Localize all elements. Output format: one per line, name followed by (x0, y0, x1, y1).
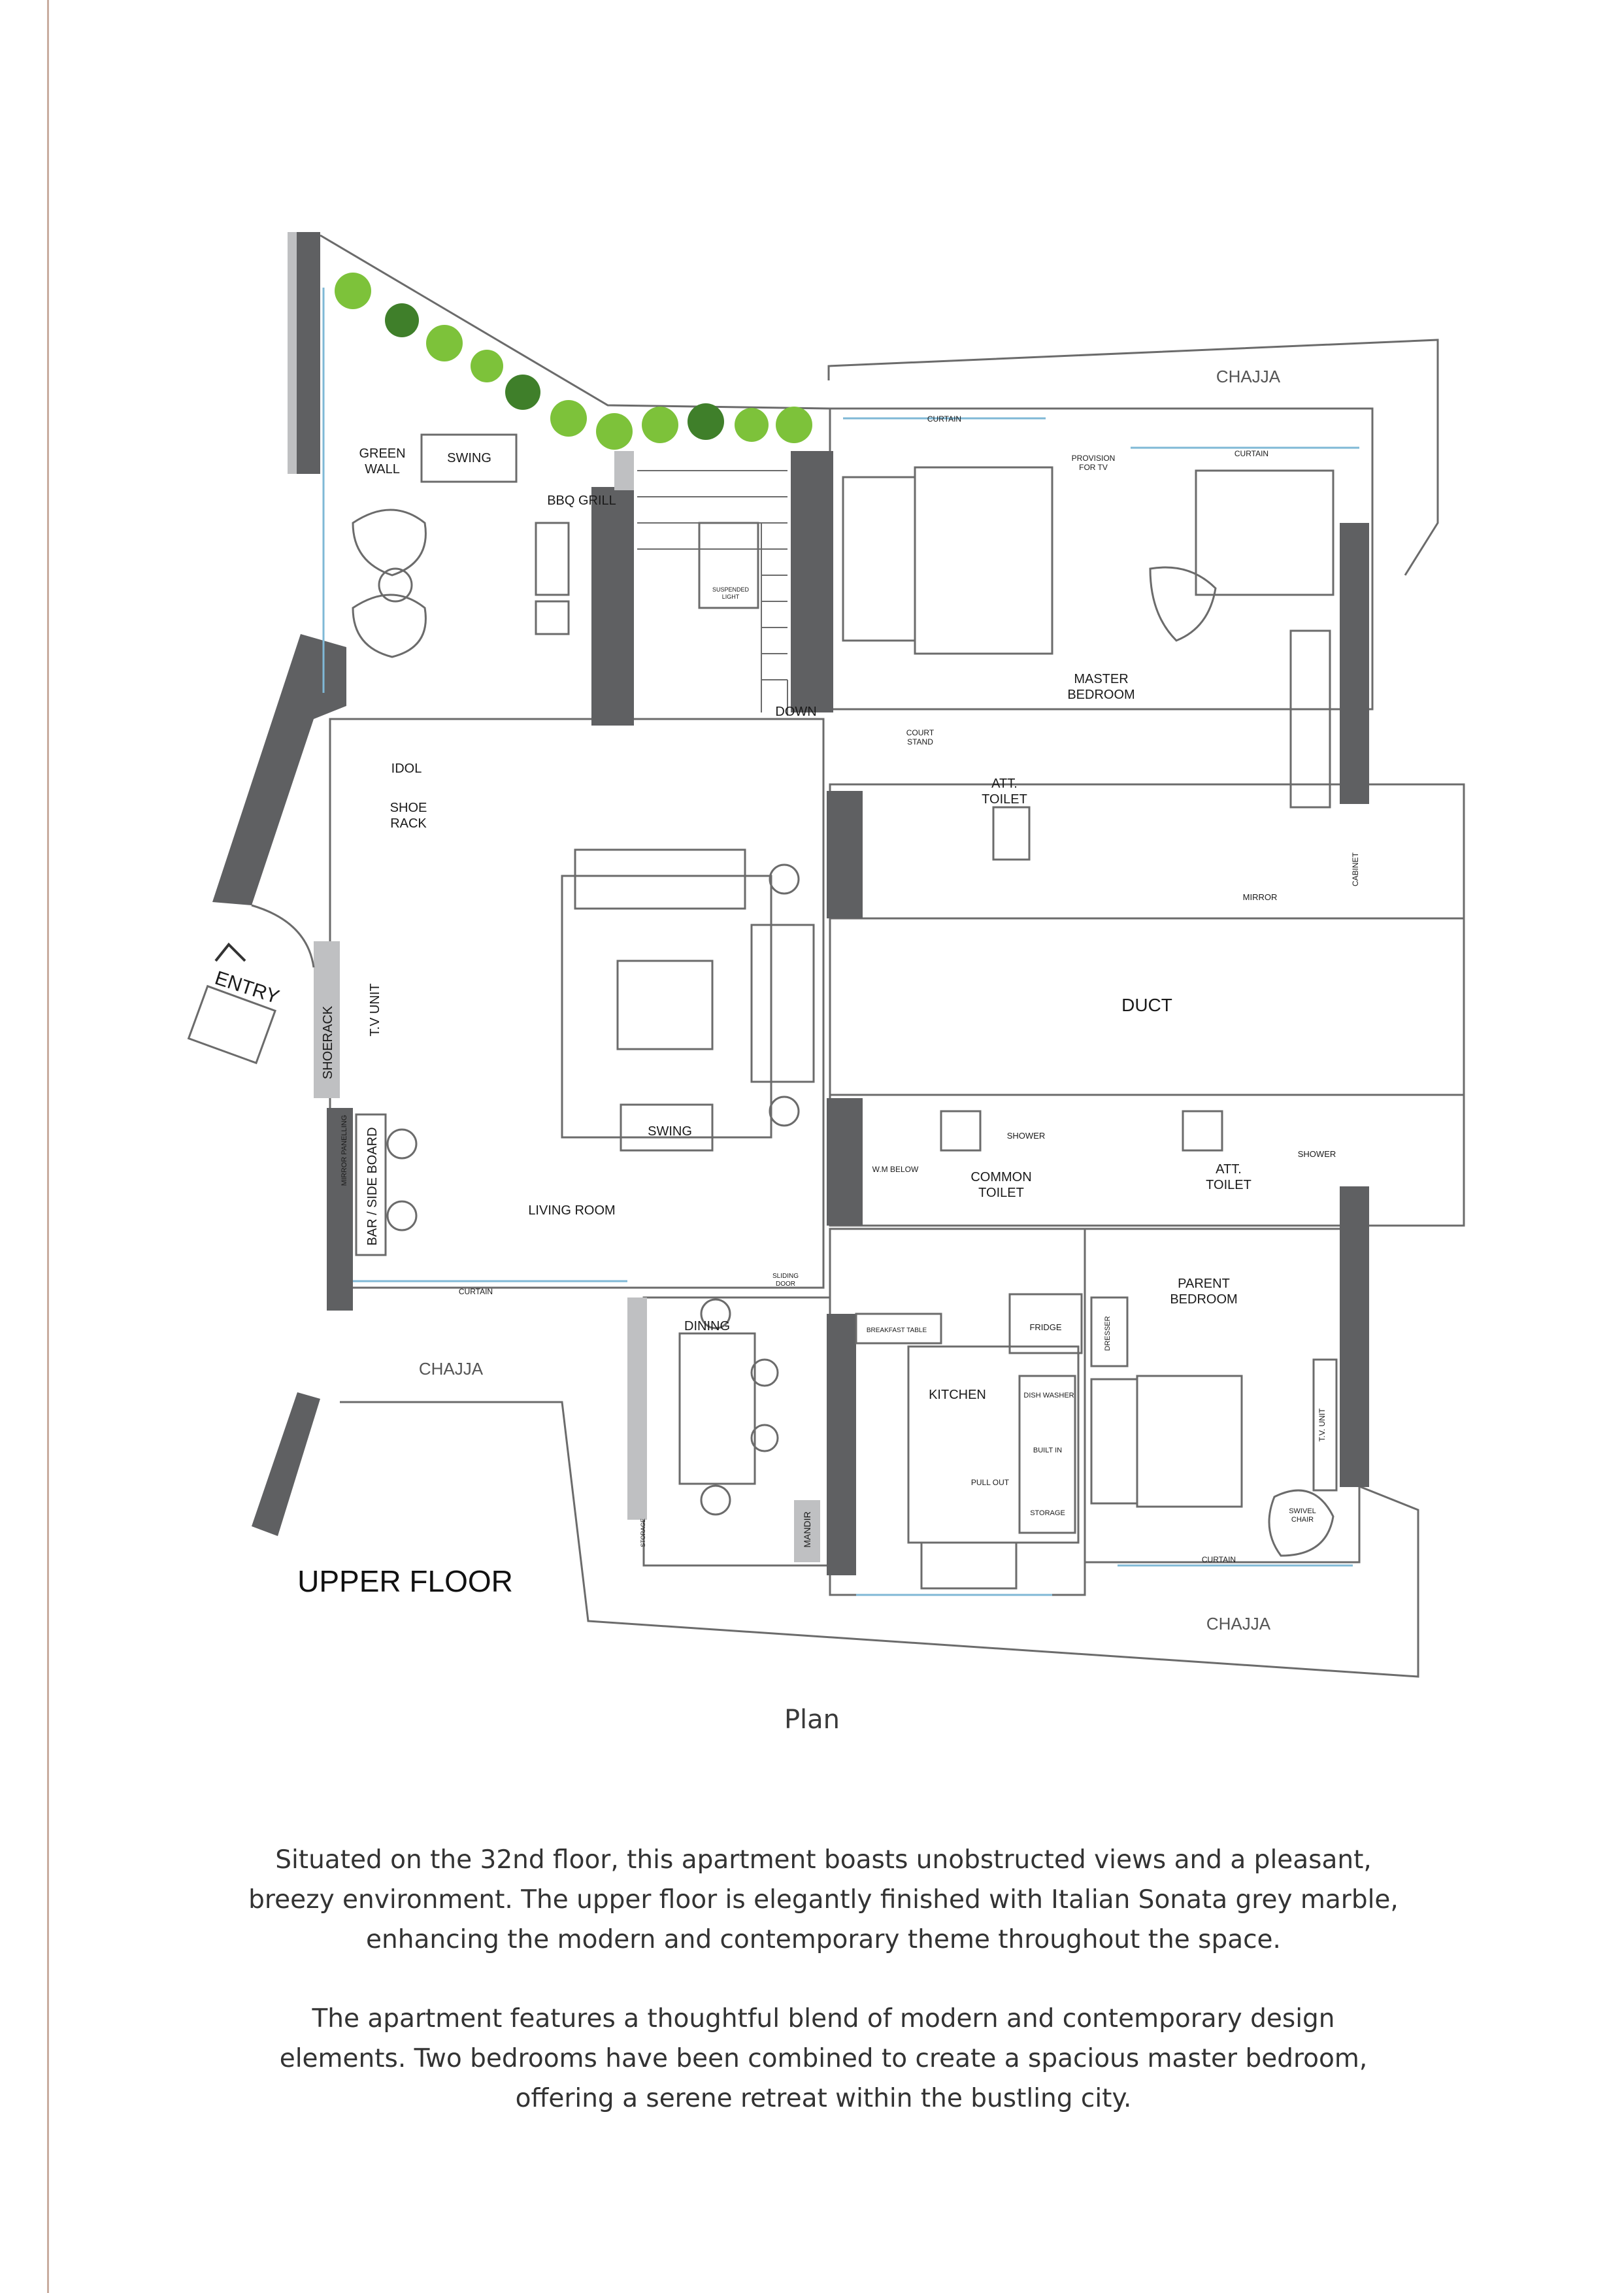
label-tv-unit-vertical: T.V UNIT (368, 983, 382, 1037)
plan-caption: Plan (784, 1705, 840, 1735)
label-shoe-rack: SHOE RACK (389, 801, 427, 831)
entry-door-swing (252, 905, 314, 967)
label-common-toilet: COMMON TOILET (970, 1170, 1032, 1200)
label-storage-dining: STORAGE (640, 1518, 646, 1547)
living-sofa-back (575, 850, 745, 909)
master-sofa-chair (1196, 471, 1333, 595)
toilet-1-fixture (993, 807, 1029, 860)
label-living-room: LIVING ROOM (528, 1203, 616, 1218)
label-mirror-panelling: MIRROR PANELLING (340, 1114, 348, 1186)
label-court-stand: COURT STAND (906, 728, 935, 746)
wall-terrace-light (288, 232, 297, 474)
chajja-bottom-outline (340, 1402, 1418, 1677)
label-curtain-master-b: CURTAIN (1234, 449, 1269, 458)
label-down: DOWN (775, 705, 817, 719)
dining-chair-2 (701, 1486, 730, 1515)
label-parent-bedroom: PARENT BEDROOM (1170, 1277, 1238, 1307)
wall-stair-left (591, 487, 634, 726)
master-wardrobe-strip (1291, 631, 1330, 807)
label-entry: ENTRY (212, 967, 282, 1009)
master-bed (915, 467, 1052, 654)
bbq-grill-box (536, 601, 569, 634)
kitchen-outline (830, 1229, 1085, 1595)
wall-chajja-left (252, 1392, 320, 1536)
label-fridge: FRIDGE (1029, 1322, 1062, 1332)
label-shower-2: SHOWER (1297, 1149, 1336, 1159)
label-provision-tv: PROVISION FOR TV (1071, 454, 1116, 472)
parent-bed (1137, 1376, 1242, 1507)
label-sliding-door: SLIDING DOOR (772, 1273, 799, 1288)
label-built-in: BUILT IN (1033, 1447, 1063, 1454)
parent-headboard (1091, 1379, 1137, 1503)
floor-title: UPPER FLOOR (297, 1564, 513, 1598)
wall-kitchen-west (827, 1314, 856, 1575)
label-curtain-living: CURTAIN (458, 1287, 493, 1296)
wall-stair-light (614, 451, 634, 490)
label-master-bedroom: MASTER BEDROOM (1067, 672, 1135, 702)
label-bar-side-board: BAR / SIDE BOARD (365, 1127, 380, 1246)
dining-table (680, 1333, 755, 1484)
wall-lower-toilet-west (827, 1098, 863, 1226)
label-dish-washer: DISH WASHER (1023, 1392, 1074, 1399)
wall-parent-east (1340, 1186, 1369, 1487)
label-wm-below: W.M BELOW (872, 1165, 919, 1174)
label-shower-1: SHOWER (1006, 1131, 1046, 1141)
wall-living-west (327, 1108, 353, 1311)
bbq-grill-counter (536, 523, 569, 595)
wall-master-east (1340, 523, 1369, 804)
living-rug (562, 876, 771, 1137)
green-plants (335, 273, 812, 450)
terrace-chair-2 (353, 595, 425, 657)
wall-dining-west (627, 1297, 647, 1520)
description-paragraph-2: The apartment features a thoughtful blend of modern and contemporary design elements. Two bedrooms have been combined to create a spacious master bedroom, offering a serene retreat within the bustling city. (279, 2004, 1368, 2113)
label-dining: DINING (684, 1319, 730, 1333)
wall-toilet-west (827, 791, 863, 918)
kitchen-sink-counter (921, 1543, 1016, 1588)
label-shoerack-vertical: SHOERACK (321, 1005, 335, 1080)
label-dresser: DRESSER (1104, 1316, 1112, 1351)
toilet-3-fixture (1183, 1111, 1222, 1150)
label-pull-out: PULL OUT (970, 1478, 1010, 1487)
label-kitchen: KITCHEN (929, 1388, 986, 1402)
master-headboard (843, 477, 915, 641)
toilet-2-fixture (941, 1111, 980, 1150)
label-mandir: MANDIR (802, 1511, 812, 1548)
label-chajja-left: CHAJJA (418, 1359, 484, 1379)
label-duct: DUCT (1121, 995, 1172, 1015)
label-swing-living: SWING (648, 1124, 692, 1139)
living-sofa-side (752, 925, 814, 1082)
label-chajja-top: CHAJJA (1216, 367, 1281, 386)
description-paragraph-1: Situated on the 32nd floor, this apartment boasts unobstructed views and a pleasant, breezy environment. The upper floor is elegantly finished with Italian Sonata grey marble, enhancing the modern and contemporary theme throughout the space. (248, 1845, 1399, 1954)
wall-entry-upper (212, 634, 346, 905)
label-storage-kitchen: STORAGE (1030, 1509, 1065, 1517)
label-att-toilet-1: ATT. TOILET (982, 777, 1027, 807)
terrace-chair-1 (353, 510, 425, 575)
label-curtain-master-a: CURTAIN (927, 414, 962, 424)
label-mirror: MIRROR (1242, 892, 1278, 902)
label-att-toilet-2: ATT. TOILET (1206, 1162, 1251, 1192)
bar-stool-1 (388, 1130, 416, 1158)
wall-stair-right (791, 451, 833, 712)
label-bbq-grill: BBQ GRILL (547, 494, 616, 508)
master-lounge (1150, 567, 1216, 641)
label-swivel-chair: SWIVEL CHAIR (1289, 1507, 1316, 1524)
master-toilet-block (830, 784, 1464, 918)
living-lamp-top (770, 865, 799, 894)
label-tv-unit-parent: T.V. UNIT (1317, 1408, 1327, 1442)
label-idol: IDOL (391, 762, 422, 776)
label-suspended-light: SUSPENDED LIGHT (712, 586, 750, 600)
label-breakfast-table: BREAKFAST TABLE (866, 1327, 927, 1334)
staircase (637, 471, 787, 716)
living-coffee-table (618, 961, 712, 1049)
bar-stool-2 (388, 1201, 416, 1230)
living-lamp-bottom (770, 1097, 799, 1126)
label-swing-terrace: SWING (447, 451, 491, 465)
label-curtain-parent: CURTAIN (1201, 1555, 1236, 1564)
label-cabinet: CABINET (1351, 852, 1360, 887)
label-chajja-bottom: CHAJJA (1206, 1614, 1271, 1633)
entry-arrow-icon (216, 945, 245, 961)
label-green-wall: GREEN WALL (359, 446, 406, 477)
